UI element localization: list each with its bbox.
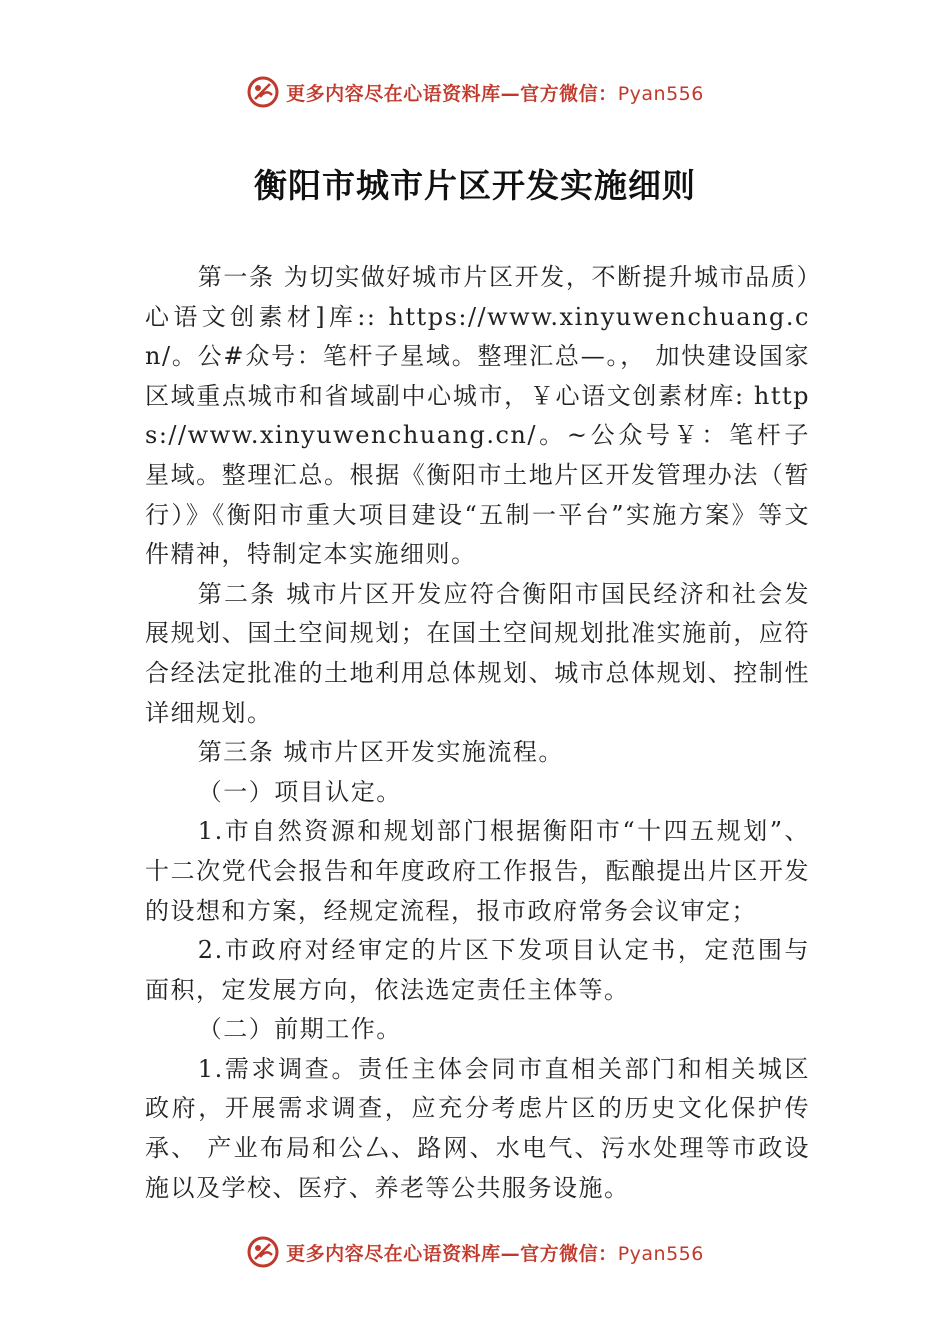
document-title: 衡阳市城市片区开发实施细则 [254, 166, 696, 205]
watermark-text-id: Pyan556 [617, 82, 704, 105]
watermark-text [286, 1239, 704, 1266]
paragraph-item-2-1: 1.需求调查。责任主体会同市直相关部门和相关城区政府，开展需求调查，应充分考虑片区的历史文化保护传承、 产业布局和公厶、路网、水电气、污水处理等市政设施以及学校、医疗、养老等公共服务设施。 [145, 1054, 810, 1202]
watermark-text-label: —官方微信： [500, 82, 618, 105]
watermark-text-id: Pyan556 [617, 1242, 704, 1265]
paragraph-article-2: 第二条 城市片区开发应符合衡阳市国民经济和社会发展规划、国土空间规划；在国土空间规划批准实施前，应符合经法定批准的土地利用总体规划、城市总体规划、控制性详细规划。 [145, 579, 810, 727]
paragraph-item-1-1: 1.市自然资源和规划部门根据衡阳市“十四五规划”、十二次党代会报告和年度政府工作报告，酝酿提出片区开发的设想和方案，经规定流程，报市政府常务会议审定； [145, 817, 810, 925]
paragraph-section-2: （二）前期工作。 [197, 1015, 402, 1044]
watermark-text-main: 更多内容尽在心语资料库 [286, 82, 501, 105]
document-body [145, 258, 810, 1208]
brand-logo-icon [246, 1235, 280, 1269]
watermark-text-label: —官方微信： [500, 1242, 618, 1265]
watermark-text-main: 更多内容尽在心语资料库 [286, 1242, 501, 1265]
brand-logo-icon [246, 75, 280, 109]
watermark-text [286, 79, 704, 106]
paragraph-item-1-2: 2.市政府对经审定的片区下发项目认定书，定范围与面积，定发展方向，依法选定责任主体等。 [145, 936, 810, 1004]
watermark-banner-top [0, 72, 950, 112]
paragraph-section-1: （一）项目认定。 [197, 777, 402, 806]
paragraph-article-3: 第三条 城市片区开发实施流程。 [197, 738, 564, 767]
watermark-banner-bottom [0, 1232, 950, 1272]
paragraph-article-1: 第一条 为切实做好城市片区开发，不断提升城市品质）心语文创素材]库:: https://www.xinyuwenchuang.cn/。公#众号：笔杆子星域。整理汇总—。， 加快建设国家区域重点城市和省域副中心城市，￥心语文创素材库: https://www.xinyuwenchuang.cn/。~公众号￥：笔杆子星域。整理汇总。根据《衡阳市土地片区开发管理办法（暂行）》《衡阳市重大项目建设“五制一平台”实施方案》等文件精神，特制定本实施细则。 [145, 263, 810, 569]
